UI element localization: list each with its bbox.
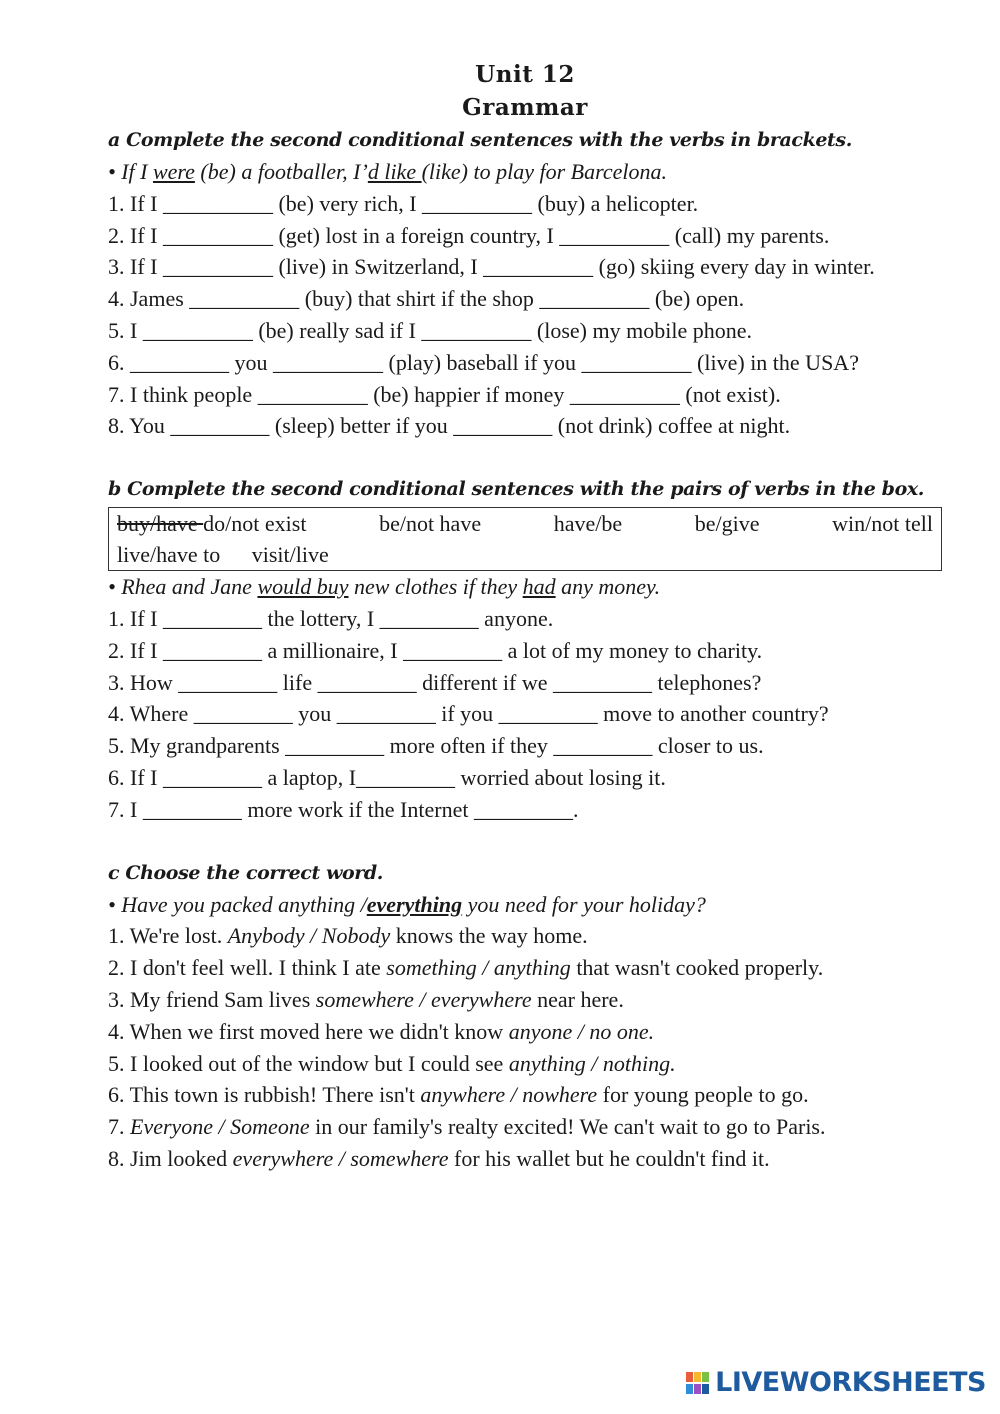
section-c-item-8: 8. Jim looked everywhere / somewhere for his wallet but he couldn't find it. <box>108 1145 770 1171</box>
section-c-item-2: 2. I don't feel well. I think I ate something / anything that wasn't cooked properly. <box>108 955 824 981</box>
section-a-example: • If I were (be) a footballer, I’d like (like) to play for Barcelona. <box>108 159 667 184</box>
section-c-example: • Have you packed anything /everything you need for your holiday? <box>108 891 706 917</box>
box-item: live/have to <box>117 542 221 568</box>
section-c-instruction: c Choose the correct word. <box>108 861 384 884</box>
section-b-item-4: 4. Where _________ you _________ if you _________ move to another country? <box>108 701 829 727</box>
liveworksheets-icon <box>685 1371 711 1395</box>
section-c-item-5: 5. I looked out of the window but I could see anything / nothing. <box>108 1050 676 1076</box>
section-a-item-6: 6. _________ you __________ (play) baseball if you __________ (live) in the USA? <box>108 349 859 375</box>
liveworksheets-logo[interactable] <box>685 1367 986 1398</box>
section-c-item-3: 3. My friend Sam lives somewhere / everywhere near here. <box>108 986 624 1012</box>
worksheet <box>108 58 942 1175</box>
section-b-example: • Rhea and Jane would buy new clothes if they had any money. <box>108 574 661 600</box>
section-c-item-1: 1. We're lost. Anybody / Nobody knows the way home. <box>108 923 588 949</box>
box-item: buy/have do/not exist <box>117 511 307 537</box>
box-item: visit/live <box>251 542 329 568</box>
section-c-item-6: 6. This town is rubbish! There isn't anywhere / nowhere for young people to go. <box>108 1082 809 1108</box>
section-a-item-2: 2. If I __________ (get) lost in a foreign country, I __________ (call) my parents. <box>108 222 830 248</box>
section-b-item-2: 2. If I _________ a millionaire, I _________ a lot of my money to charity. <box>108 637 763 663</box>
liveworksheets-wordmark: LIVEWORKSHEETS <box>715 1367 986 1398</box>
section-b-item-3: 3. How _________ life _________ different if we _________ telephones? <box>108 669 762 695</box>
section-c-item-7: 7. Everyone / Someone in our family's realty excited! We can't wait to go to Paris. <box>108 1114 826 1140</box>
section-a-item-8: 8. You _________ (sleep) better if you _________ (not drink) coffee at night. <box>108 413 791 439</box>
section-b-item-6: 6. If I _________ a laptop, I_________ worried about losing it. <box>108 764 666 790</box>
section-b-instruction: b Complete the second conditional sentences with the pairs of verbs in the box. <box>108 478 924 501</box>
section-c-item-4: 4. When we first moved here we didn't know anyone / no one. <box>108 1018 655 1044</box>
section-b-item-1: 1. If I _________ the lottery, I _________ anyone. <box>108 605 554 631</box>
box-item: be/not have <box>379 511 482 537</box>
section-a-item-7: 7. I think people __________ (be) happier if money __________ (not exist). <box>108 381 781 407</box>
box-item: win/not tell <box>832 511 933 537</box>
section-b-item-5: 5. My grandparents _________ more often if they _________ closer to us. <box>108 733 764 759</box>
box-item: have/be <box>553 511 623 537</box>
section-a-instruction: a Complete the second conditional sentences with the verbs in brackets. <box>108 129 852 151</box>
box-item-crossed: buy/have <box>117 511 204 537</box>
section-b-item-7: 7. I _________ more work if the Internet _________. <box>108 796 579 822</box>
section-a-item-5: 5. I __________ (be) really sad if I __________ (lose) my mobile phone. <box>108 317 752 343</box>
section-a-item-3: 3. If I __________ (live) in Switzerland, I __________ (go) skiing every day in winter. <box>108 254 875 280</box>
section-a-item-4: 4. James __________ (buy) that shirt if the shop __________ (be) open. <box>108 286 745 312</box>
section-a-item-1: 1. If I __________ (be) very rich, I __________ (buy) a helicopter. <box>108 190 699 216</box>
unit-heading: Unit 12 <box>475 61 575 88</box>
page-title: Grammar <box>462 94 588 121</box>
box-item: be/give <box>694 511 760 537</box>
verb-pairs-box <box>108 507 942 571</box>
